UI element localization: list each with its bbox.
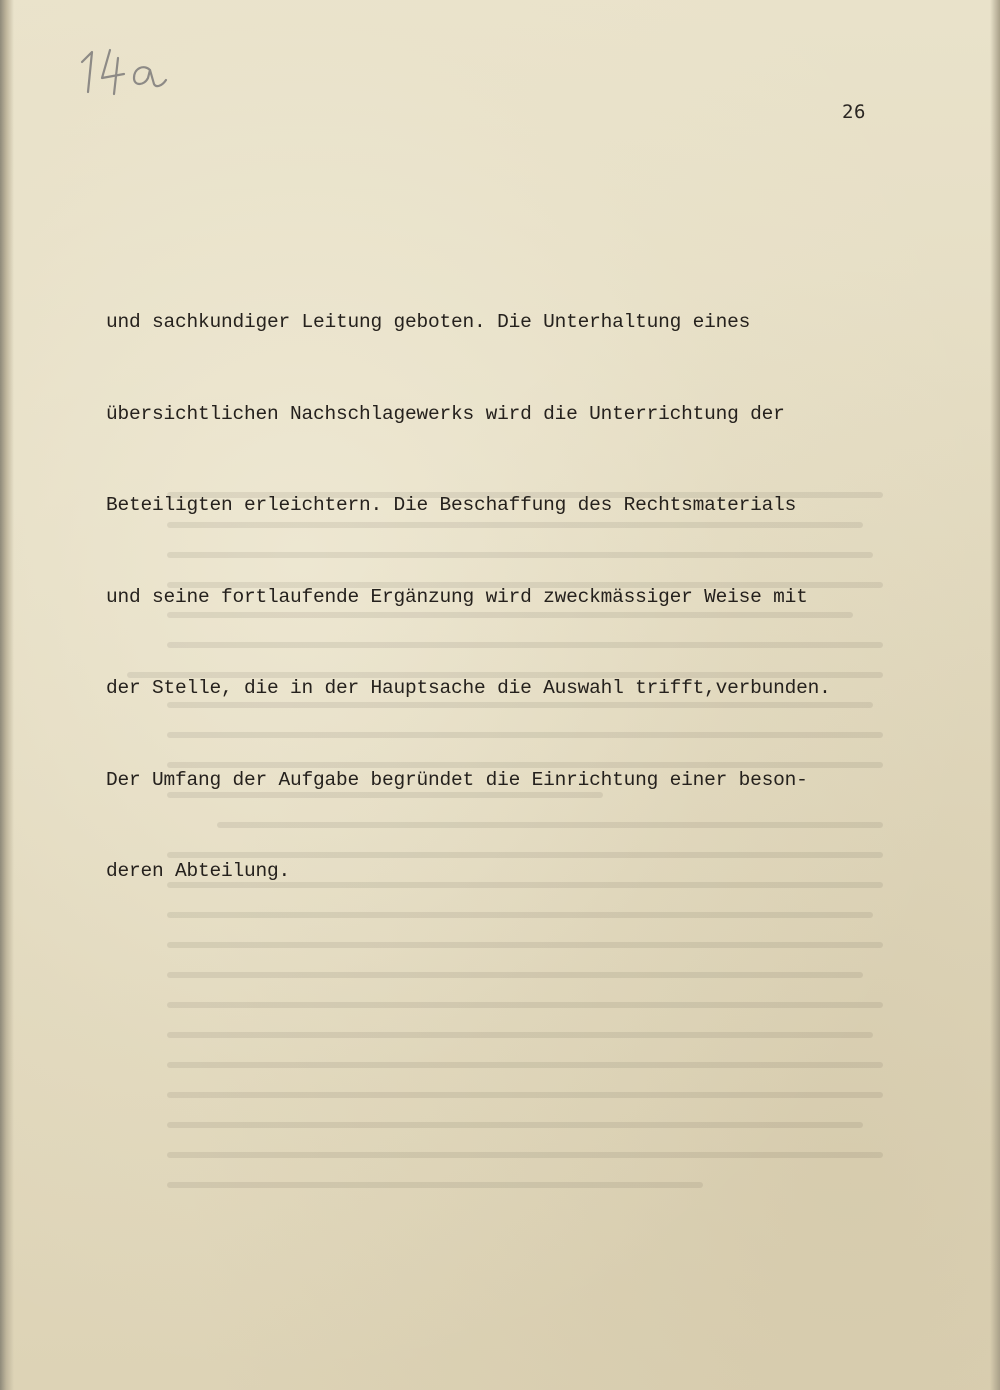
- handwritten-note-14a: [74, 40, 184, 100]
- text-line: deren Abteilung.: [106, 860, 291, 882]
- text-line: und seine fortlaufende Ergänzung wird zweckmässiger Weise mit: [106, 585, 808, 608]
- text-line: und sachkundiger Leitung geboten. Die Unterhaltung eines: [106, 311, 751, 333]
- text-line: Der Umfang der Aufgabe begründet die Einrichtung einer beson-: [106, 768, 808, 791]
- text-line: der Stelle, die in der Hauptsache die Auswahl trifft,verbunden.: [106, 677, 831, 699]
- text-line: übersichtlichen Nachschlagewerks wird die Unterrichtung der: [106, 402, 785, 425]
- text-line: Beteiligten erleichtern. Die Beschaffung des Rechtsmaterials: [106, 494, 797, 516]
- body-paragraph: [106, 246, 986, 948]
- page-number: 26: [842, 101, 866, 123]
